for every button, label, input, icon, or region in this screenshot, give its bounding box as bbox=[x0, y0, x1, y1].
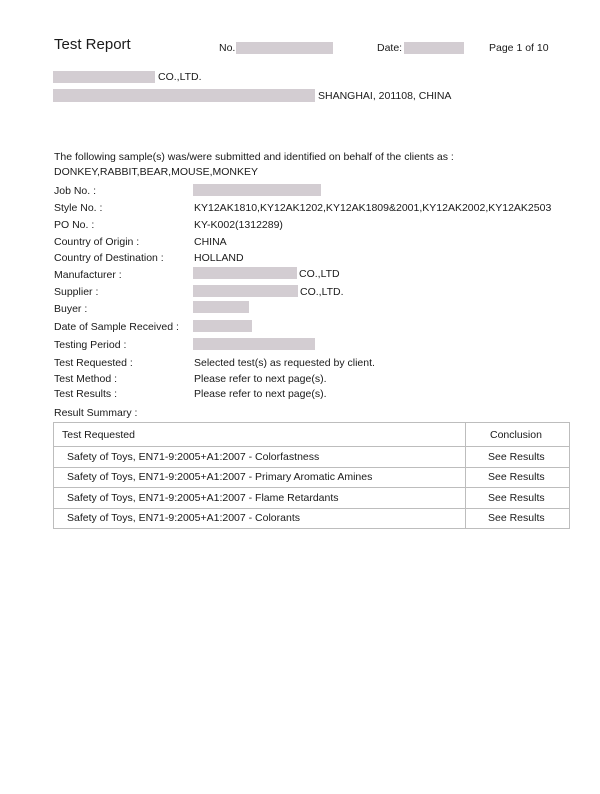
po-no-value: KY-K002(1312289) bbox=[194, 219, 283, 231]
intro-line-1: The following sample(s) was/were submitted and identified on behalf of the clients as : bbox=[54, 151, 454, 163]
test-name-cell: Safety of Toys, EN71-9:2005+A1:2007 - Colorants bbox=[54, 508, 466, 529]
buyer-label: Buyer : bbox=[54, 303, 88, 315]
conclusion-cell: See Results bbox=[466, 488, 570, 509]
manufacturer-redacted bbox=[193, 267, 297, 279]
page-indicator: Page 1 of 10 bbox=[489, 42, 549, 54]
manufacturer-suffix: CO.,LTD bbox=[299, 268, 340, 280]
test-name-cell: Safety of Toys, EN71-9:2005+A1:2007 - Primary Aromatic Amines bbox=[54, 467, 466, 488]
conclusion-cell: See Results bbox=[466, 447, 570, 468]
test-requested-value: Selected test(s) as requested by client. bbox=[194, 357, 375, 369]
test-results-label: Test Results : bbox=[54, 388, 118, 400]
job-no-label: Job No. : bbox=[54, 185, 97, 197]
job-no-redacted bbox=[193, 184, 321, 196]
sample-names: DONKEY,RABBIT,BEAR,MOUSE,MONKEY bbox=[54, 166, 259, 178]
buyer-redacted bbox=[193, 301, 249, 313]
test-name-cell: Safety of Toys, EN71-9:2005+A1:2007 - Flame Retardants bbox=[54, 488, 466, 509]
test-method-label: Test Method : bbox=[54, 373, 118, 385]
manufacturer-label: Manufacturer : bbox=[54, 269, 122, 281]
testing-period-redacted bbox=[193, 338, 315, 350]
country-of-origin-label: Country of Origin : bbox=[54, 236, 140, 248]
date-redacted bbox=[404, 42, 464, 54]
style-no-value: KY12AK1810,KY12AK1202,KY12AK1809&2001,KY12AK2002,KY12AK2503 bbox=[194, 202, 552, 214]
result-summary-table bbox=[53, 422, 570, 529]
report-number-label: No. bbox=[219, 42, 236, 54]
country-of-destination-value: HOLLAND bbox=[194, 252, 244, 264]
table-row bbox=[54, 508, 570, 529]
conclusion-cell: See Results bbox=[466, 508, 570, 529]
result-summary-label: Result Summary : bbox=[54, 407, 138, 419]
country-of-destination-label: Country of Destination : bbox=[54, 252, 164, 264]
test-name-cell: Safety of Toys, EN71-9:2005+A1:2007 - Colorfastness bbox=[54, 447, 466, 468]
company-name-redacted bbox=[53, 71, 155, 83]
test-method-value: Please refer to next page(s). bbox=[194, 373, 327, 385]
table-row bbox=[54, 488, 570, 509]
test-results-value: Please refer to next page(s). bbox=[194, 388, 327, 400]
report-number-redacted bbox=[236, 42, 333, 54]
conclusion-cell: See Results bbox=[466, 467, 570, 488]
supplier-label: Supplier : bbox=[54, 286, 99, 298]
supplier-suffix: CO.,LTD. bbox=[300, 286, 344, 298]
column-header-conclusion: Conclusion bbox=[466, 423, 570, 447]
table-row bbox=[54, 447, 570, 468]
date-received-label: Date of Sample Received : bbox=[54, 321, 179, 333]
report-title: Test Report bbox=[54, 36, 131, 53]
supplier-redacted bbox=[193, 285, 298, 297]
company-suffix: CO.,LTD. bbox=[158, 71, 202, 83]
address-redacted bbox=[53, 89, 315, 102]
po-no-label: PO No. : bbox=[54, 219, 95, 231]
table-header-row bbox=[54, 423, 570, 447]
style-no-label: Style No. : bbox=[54, 202, 103, 214]
date-received-redacted bbox=[193, 320, 252, 332]
date-label: Date: bbox=[377, 42, 403, 54]
table-row bbox=[54, 467, 570, 488]
column-header-test-requested: Test Requested bbox=[54, 423, 466, 447]
address-city-line: SHANGHAI, 201108, CHINA bbox=[318, 90, 452, 102]
country-of-origin-value: CHINA bbox=[194, 236, 227, 248]
test-requested-label: Test Requested : bbox=[54, 357, 133, 369]
testing-period-label: Testing Period : bbox=[54, 339, 127, 351]
